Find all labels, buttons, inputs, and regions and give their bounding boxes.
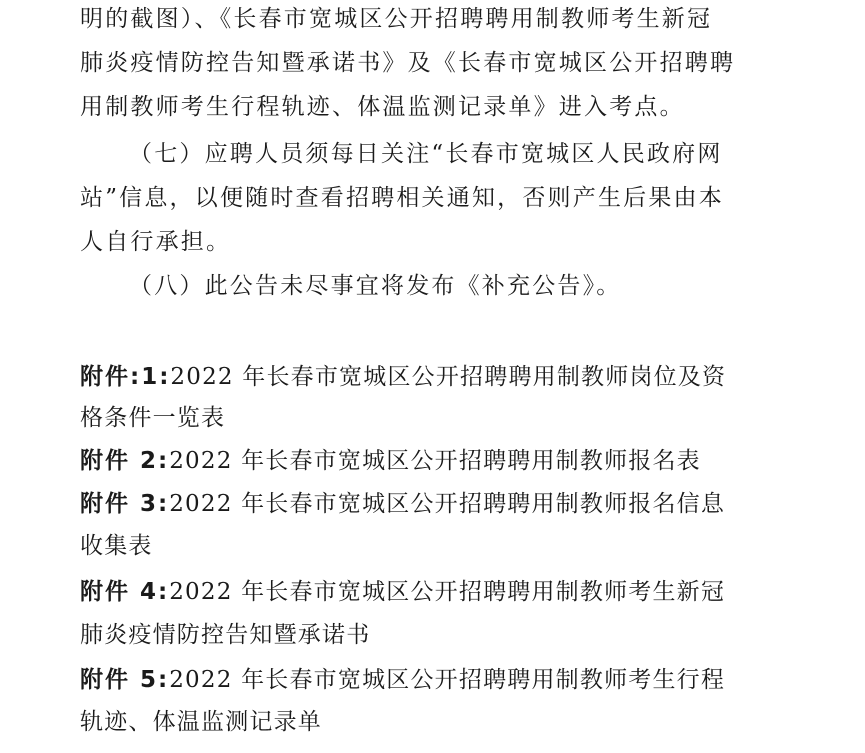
attachment-4-cont: 肺炎疫情防控告知暨承诺书 (80, 622, 371, 648)
attachment-label: 附件 2: (80, 448, 170, 474)
attachment-4 (80, 577, 840, 607)
paragraph-line: 站”信息，以便随时查看招聘相关通知，否则产生后果由本 (80, 185, 724, 211)
attachment-3 (80, 489, 840, 519)
paragraph-line: 明的截图）、《长春市宽城区公开招聘聘用制教师考生新冠 (80, 6, 713, 32)
attachment-title: 2022 年长春市宽城区公开招聘聘用制教师报名表 (169, 448, 701, 474)
attachment-label: 附件 3: (80, 491, 170, 517)
attachment-5 (80, 665, 840, 695)
attachment-label: 附件 4: (80, 579, 170, 605)
attachment-title: 2022 年长春市宽城区公开招聘聘用制教师报名信息 (169, 491, 726, 517)
attachment-2 (80, 446, 840, 476)
paragraph-line: 用制教师考生行程轨迹、体温监测记录单》进入考点。 (80, 94, 685, 120)
attachment-title: 2022 年长春市宽城区公开招聘聘用制教师考生行程 (169, 667, 726, 693)
paragraph-line: 人自行承担。 (80, 229, 232, 255)
attachment-3-cont: 收集表 (80, 533, 153, 559)
attachment-1 (80, 362, 840, 392)
attachment-title: 2022 年长春市宽城区公开招聘聘用制教师岗位及资 (170, 364, 727, 390)
paragraph-line: （八）此公告未尽事宜将发布《补充公告》。 (129, 273, 622, 299)
attachment-label: 附件:1: (80, 364, 171, 390)
paragraph-line: 肺炎疫情防控告知暨承诺书》及《长春市宽城区公开招聘聘 (80, 50, 736, 76)
attachment-title: 2022 年长春市宽城区公开招聘聘用制教师考生新冠 (169, 579, 726, 605)
attachment-1-cont: 格条件一览表 (80, 405, 226, 431)
attachment-5-cont: 轨迹、体温监测记录单 (80, 709, 322, 735)
paragraph-line: （七）应聘人员须每日关注“长春市宽城区人民政府网 (129, 141, 723, 167)
attachment-label: 附件 5: (80, 667, 170, 693)
